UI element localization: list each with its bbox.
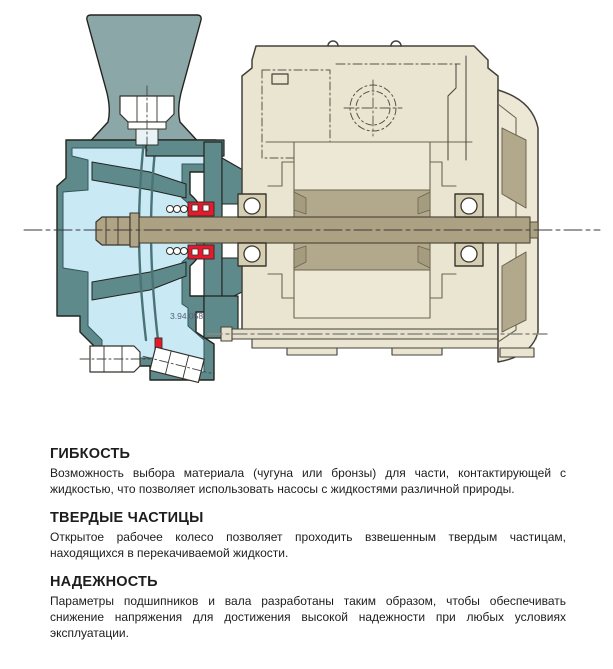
feature-section-solids — [50, 510, 566, 561]
feature-text-block — [50, 446, 566, 654]
section-heading: ГИБКОСТЬ — [50, 446, 131, 462]
feature-section-reliability — [50, 574, 566, 641]
feature-section-flexibility — [50, 446, 566, 497]
stator-top — [294, 142, 430, 190]
motor-foot-right — [392, 348, 442, 355]
motor-foot-left — [287, 348, 337, 355]
section-body: Открытое рабочее колесо позволяет проходить взвешенным твердым частицам, находящихся в перекачиваемой жидкости. — [50, 530, 566, 560]
section-body: Параметры подшипников и вала разработаны таким образом, чтобы обеспечивать снижение напряжения для достижения высокой надежности при любых условиях эксплуатации. — [50, 594, 566, 640]
fan-blade-upper — [502, 128, 526, 208]
fan-cover-foot — [500, 348, 534, 357]
impeller-nut — [96, 217, 130, 245]
motor-base — [252, 339, 524, 348]
section-heading: ТВЕРДЫЕ ЧАСТИЦЫ — [50, 510, 204, 526]
fan-blade-lower — [502, 252, 526, 332]
section-heading: НАДЕЖНОСТЬ — [50, 574, 158, 590]
part-number-label: 3.94.058 — [170, 311, 204, 321]
section-body: Возможность выбора материала (чугуна или бронзы) для части, контактирующей с жидкостью, что позволяет использовать насосы с жидкостями различной природы. — [50, 466, 566, 496]
stator-bottom — [294, 270, 430, 318]
